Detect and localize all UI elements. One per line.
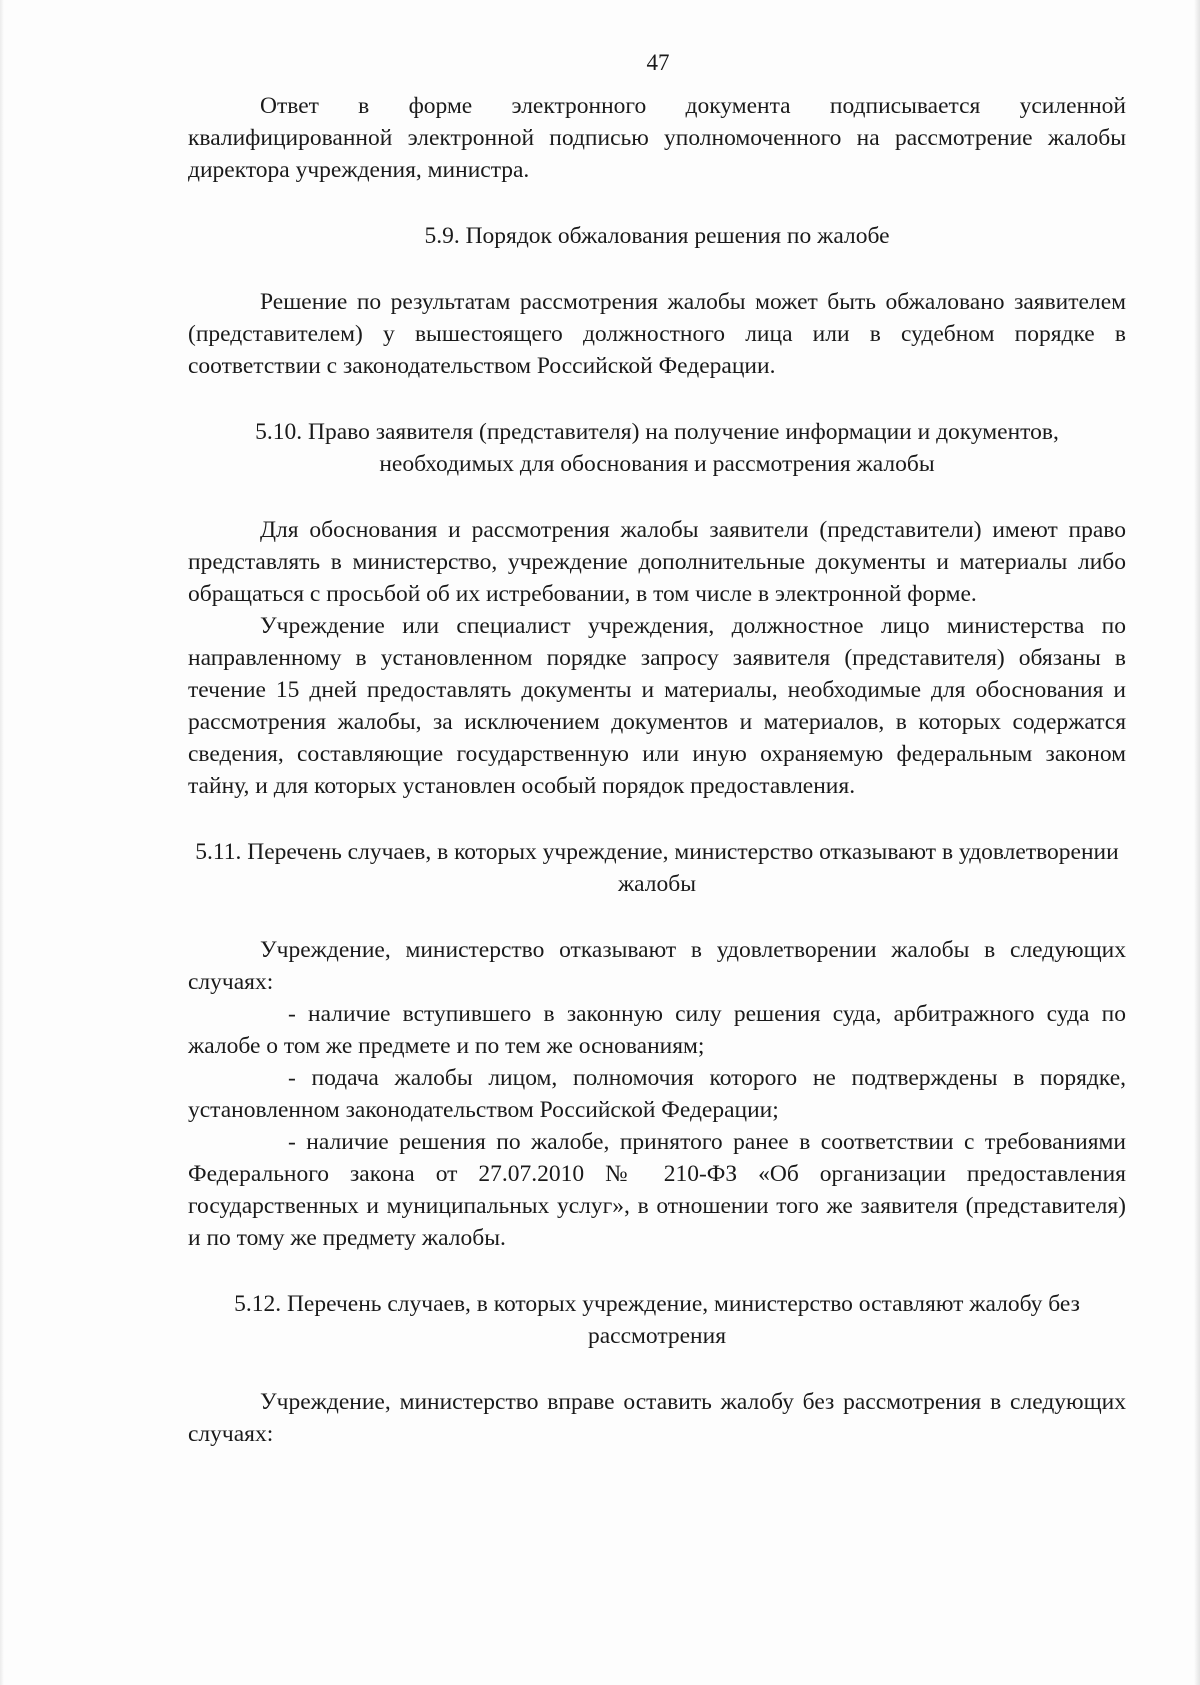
list-item-court-decision: - наличие вступившего в законную силу решения суда, арбитражного суда по жалобе о том же предмете и по тем же основаниям;	[188, 1001, 1126, 1059]
scan-edge-left	[0, 0, 4, 1685]
list-item-prior-decision: - наличие решения по жалобе, принятого ранее в соответствии с требованиями Федерального закона от 27.07.2010 № 210-ФЗ «Об организации предоставления государственных и муниципальных услуг», в отношении того же заявителя (представителя) и по тому же предмету жалобы.	[188, 1129, 1126, 1251]
paragraph-5-10-rights: Для обоснования и рассмотрения жалобы заявители (представители) имеют право представлять в министерство, учреждение дополнительные документы и материалы либо обращаться с просьбой об их истребовании, в том числе в электронной форме.	[188, 517, 1126, 607]
heading-5-9: 5.9. Порядок обжалования решения по жалобе	[424, 223, 890, 249]
page-number: 47	[646, 50, 670, 75]
paragraph-electronic-answer: Ответ в форме электронного документа подписывается усиленной квалифицированной электронной подписью уполномоченного на рассмотрение жалобы директора учреждения, министра.	[188, 93, 1126, 183]
heading-5-11: 5.11. Перечень случаев, в которых учреждение, министерство отказывают в удовлетворении жалобы	[195, 839, 1119, 897]
paragraph-5-11-intro: Учреждение, министерство отказывают в удовлетворении жалобы в следующих случаях:	[188, 937, 1126, 995]
paragraph-5-12-intro: Учреждение, министерство вправе оставить жалобу без рассмотрения в следующих случаях:	[188, 1389, 1126, 1447]
heading-5-10: 5.10. Право заявителя (представителя) на получение информации и документов, необходимых для обоснования и рассмотрения жалобы	[255, 419, 1059, 477]
document-body	[188, 90, 1126, 1450]
paragraph-5-10-obligation: Учреждение или специалист учреждения, должностное лицо министерства по направленному в установленном порядке запросу заявителя (представителя) обязаны в течение 15 дней предоставлять документы и материалы, необходимые для обоснования и рассмотрения жалобы, за исключением документов и материалов, в которых содержатся сведения, составляющие государственную или иную охраняемую федеральным законом тайну, и для которых установлен особый порядок предоставления.	[188, 613, 1126, 799]
list-item-unconfirmed-authority: - подача жалобы лицом, полномочия которого не подтверждены в порядке, установленном законодательством Российской Федерации;	[188, 1065, 1126, 1123]
scan-edge-right	[1194, 0, 1200, 1685]
paragraph-5-9: Решение по результатам рассмотрения жалобы может быть обжаловано заявителем (представителем) у вышестоящего должностного лица или в судебном порядке в соответствии с законодательством Российской Федерации.	[188, 289, 1126, 379]
heading-5-12: 5.12. Перечень случаев, в которых учреждение, министерство оставляют жалобу без рассмотрения	[234, 1291, 1080, 1349]
